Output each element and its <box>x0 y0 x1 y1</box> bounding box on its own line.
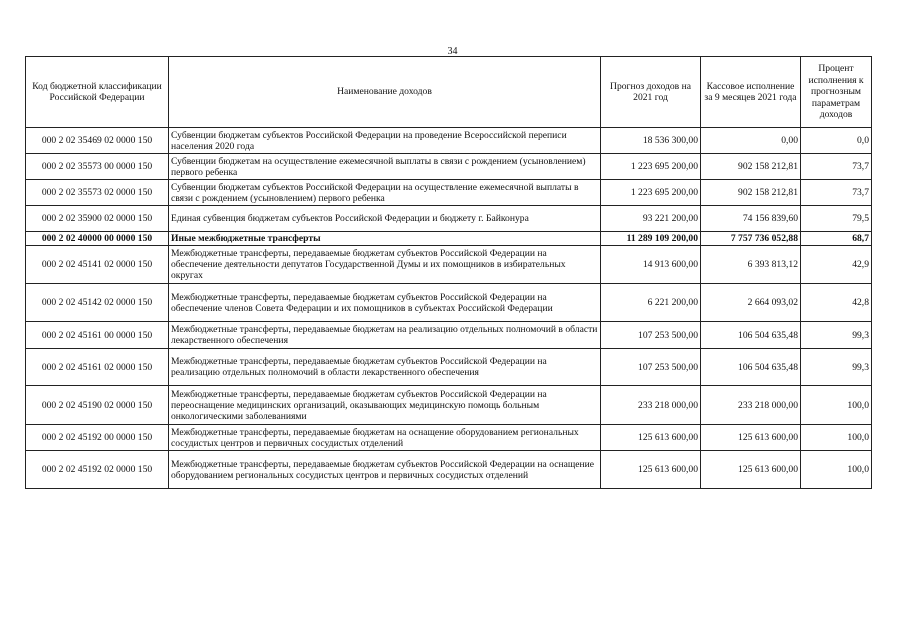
row-code: 000 2 02 35573 00 0000 150 <box>26 154 169 180</box>
row-percent: 68,7 <box>801 232 872 246</box>
budget-table <box>25 56 872 489</box>
table-header-row <box>26 57 872 128</box>
header-name: Наименование доходов <box>169 57 601 128</box>
row-name: Иные межбюджетные трансферты <box>169 232 601 246</box>
row-code: 000 2 02 45161 00 0000 150 <box>26 322 169 349</box>
row-cash: 74 156 839,60 <box>701 206 801 232</box>
row-percent: 42,8 <box>801 284 872 322</box>
row-percent: 42,9 <box>801 246 872 284</box>
row-code: 000 2 02 35469 02 0000 150 <box>26 128 169 154</box>
table-row <box>26 128 872 154</box>
row-cash: 902 158 212,81 <box>701 154 801 180</box>
table-row <box>26 180 872 206</box>
header-percent: Процент исполнения к прогнозным параметрам доходов <box>801 57 872 128</box>
table-row <box>26 206 872 232</box>
row-name: Межбюджетные трансферты, передаваемые бюджетам на реализацию отдельных полномочий в области лекарственного обеспечения <box>169 322 601 349</box>
table-row <box>26 246 872 284</box>
row-name: Межбюджетные трансферты, передаваемые бюджетам субъектов Российской Федерации на переоснащение медицинских организаций, оказывающих медицинскую помощь больным онкологическими заболеваниями <box>169 386 601 425</box>
table-row <box>26 284 872 322</box>
row-name: Субвенции бюджетам на осуществление ежемесячной выплаты в связи с рождением (усыновлением) первого ребенка <box>169 154 601 180</box>
row-forecast: 233 218 000,00 <box>601 386 701 425</box>
row-forecast: 14 913 600,00 <box>601 246 701 284</box>
header-forecast: Прогноз доходов на 2021 год <box>601 57 701 128</box>
header-cash: Кассовое исполнение за 9 месяцев 2021 года <box>701 57 801 128</box>
row-code: 000 2 02 35573 02 0000 150 <box>26 180 169 206</box>
table-row <box>26 451 872 489</box>
row-forecast: 107 253 500,00 <box>601 322 701 349</box>
row-forecast: 18 536 300,00 <box>601 128 701 154</box>
row-name: Межбюджетные трансферты, передаваемые бюджетам субъектов Российской Федерации на реализацию отдельных полномочий в области лекарственного обеспечения <box>169 349 601 386</box>
row-cash: 106 504 635,48 <box>701 349 801 386</box>
row-code: 000 2 02 45142 02 0000 150 <box>26 284 169 322</box>
table-body <box>26 128 872 489</box>
row-code: 000 2 02 45141 02 0000 150 <box>26 246 169 284</box>
table-row <box>26 349 872 386</box>
table-row <box>26 425 872 451</box>
row-percent: 0,0 <box>801 128 872 154</box>
row-percent: 73,7 <box>801 154 872 180</box>
row-cash: 7 757 736 052,88 <box>701 232 801 246</box>
row-name: Субвенции бюджетам субъектов Российской Федерации на проведение Всероссийской переписи населения 2020 года <box>169 128 601 154</box>
row-name: Межбюджетные трансферты, передаваемые бюджетам субъектов Российской Федерации на обеспечение деятельности депутатов Государственной Думы и их помощников в избирательных округах <box>169 246 601 284</box>
row-cash: 0,00 <box>701 128 801 154</box>
row-forecast: 125 613 600,00 <box>601 451 701 489</box>
row-forecast: 1 223 695 200,00 <box>601 180 701 206</box>
row-code: 000 2 02 35900 02 0000 150 <box>26 206 169 232</box>
row-forecast: 11 289 109 200,00 <box>601 232 701 246</box>
table-row <box>26 232 872 246</box>
row-forecast: 125 613 600,00 <box>601 425 701 451</box>
row-cash: 106 504 635,48 <box>701 322 801 349</box>
row-forecast: 6 221 200,00 <box>601 284 701 322</box>
row-percent: 79,5 <box>801 206 872 232</box>
row-code: 000 2 02 40000 00 0000 150 <box>26 232 169 246</box>
row-cash: 2 664 093,02 <box>701 284 801 322</box>
row-percent: 99,3 <box>801 322 872 349</box>
row-percent: 73,7 <box>801 180 872 206</box>
row-percent: 99,3 <box>801 349 872 386</box>
row-name: Межбюджетные трансферты, передаваемые бюджетам на оснащение оборудованием региональных сосудистых центров и первичных сосудистых отделений <box>169 425 601 451</box>
row-code: 000 2 02 45192 02 0000 150 <box>26 451 169 489</box>
row-forecast: 93 221 200,00 <box>601 206 701 232</box>
row-code: 000 2 02 45161 02 0000 150 <box>26 349 169 386</box>
table-row <box>26 322 872 349</box>
row-name: Субвенции бюджетам субъектов Российской Федерации на осуществление ежемесячной выплаты в связи с рождением (усыновлением) первого ребенка <box>169 180 601 206</box>
table-row <box>26 154 872 180</box>
row-percent: 100,0 <box>801 425 872 451</box>
page-number: 34 <box>447 46 458 57</box>
row-cash: 233 218 000,00 <box>701 386 801 425</box>
row-cash: 6 393 813,12 <box>701 246 801 284</box>
row-percent: 100,0 <box>801 386 872 425</box>
row-name: Межбюджетные трансферты, передаваемые бюджетам субъектов Российской Федерации на оснащение оборудованием региональных сосудистых центров и первичных сосудистых отделений <box>169 451 601 489</box>
row-forecast: 107 253 500,00 <box>601 349 701 386</box>
row-cash: 125 613 600,00 <box>701 451 801 489</box>
row-percent: 100,0 <box>801 451 872 489</box>
row-name: Межбюджетные трансферты, передаваемые бюджетам субъектов Российской Федерации на обеспечение членов Совета Федерации и их помощников в субъектах Российской Федерации <box>169 284 601 322</box>
row-cash: 125 613 600,00 <box>701 425 801 451</box>
header-code: Код бюджетной классификации Российской Федерации <box>26 57 169 128</box>
table-row <box>26 386 872 425</box>
row-name: Единая субвенция бюджетам субъектов Российской Федерации и бюджету г. Байконура <box>169 206 601 232</box>
row-code: 000 2 02 45190 02 0000 150 <box>26 386 169 425</box>
row-forecast: 1 223 695 200,00 <box>601 154 701 180</box>
row-cash: 902 158 212,81 <box>701 180 801 206</box>
row-code: 000 2 02 45192 00 0000 150 <box>26 425 169 451</box>
